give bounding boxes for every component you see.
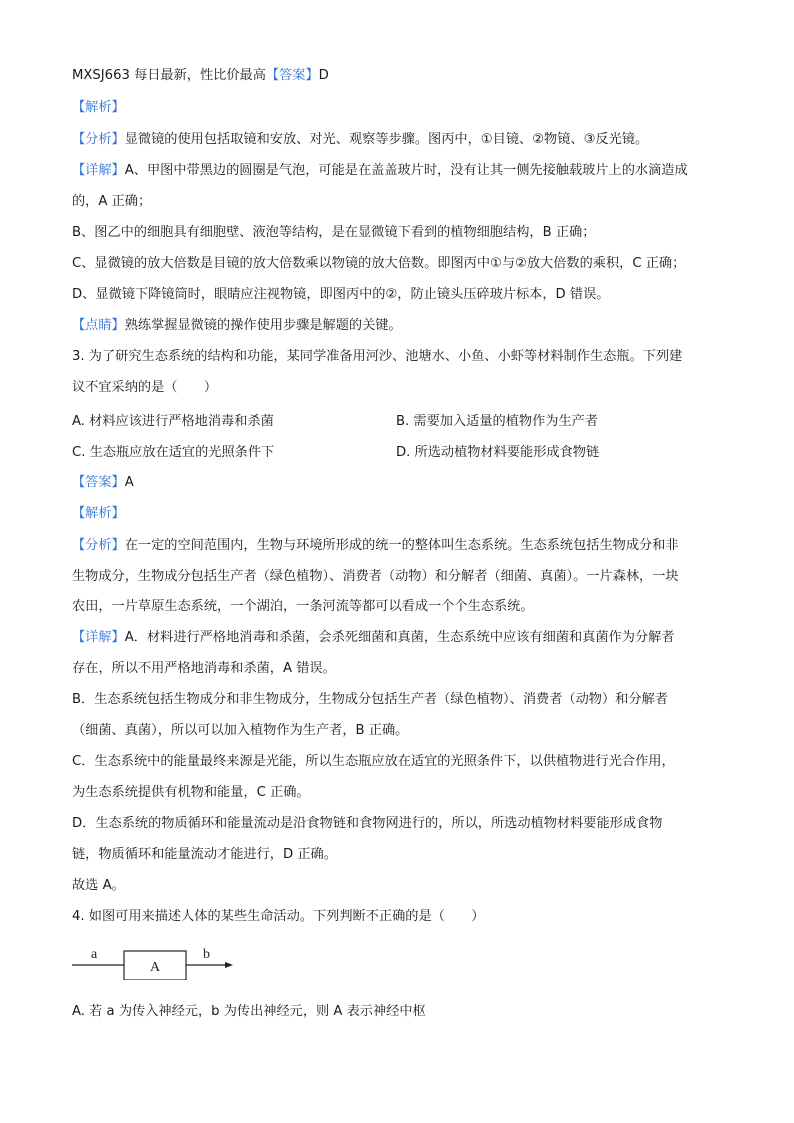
q4-stem: 4. 如图可用来描述人体的某些生命活动。下列判断不正确的是（ ） <box>72 909 485 924</box>
output-label: b <box>203 947 210 962</box>
q3-stem-2: 议不宜采纳的是（ ） <box>72 380 218 395</box>
q3-answer-tag: 【答案】 <box>72 475 125 490</box>
q3-option-b: B. 需要加入适量的植物作为生产者 <box>396 414 599 429</box>
q3-xiangjie-6: 为生态系统提供有机物和能量，C 正确。 <box>72 785 310 800</box>
q3-xiangjie-8: 链，物质循环和能量流动才能进行，D 正确。 <box>72 847 337 862</box>
q2-xiangjie-5: D、显微镜下降镜筒时，眼睛应注视物镜，即图丙中的②，防止镜头压碎玻片标本，D 错误。 <box>72 287 610 302</box>
input-label: a <box>91 947 98 962</box>
q3-xiangjie-3: B．生态系统包括生物成分和非生物成分，生物成分包括生产者（绿色植物）、消费者（动物）和分解者 <box>72 692 668 707</box>
q2-dianjing <box>72 316 402 336</box>
header-prefix: MXSJ663 每日最新，性比价最高 <box>72 68 266 83</box>
q3-analysis-tag: 【解析】 <box>72 506 125 521</box>
q3-xiangjie-text: A．材料进行严格地消毒和杀菌，会杀死细菌和真菌，生态系统中应该有细菌和真菌作为分解者 <box>124 630 675 645</box>
q3-option-d: D. 所选动植物材料要能形成食物链 <box>396 445 600 460</box>
q3-xiangjie-4: （细菌、真菌），所以可以加入植物作为生产者，B 正确。 <box>72 723 409 738</box>
q3-fenxi-1 <box>72 536 679 556</box>
q2-analysis-tag: 【解析】 <box>72 100 125 115</box>
output-arrowhead <box>225 962 233 968</box>
header-line <box>72 66 329 86</box>
q2-fenxi <box>72 130 648 150</box>
q3-xiangjie-7: D．生态系统的物质循环和能量流动是沿食物链和食物网进行的，所以，所选动植物材料要能形成食物 <box>72 816 663 831</box>
q3-fenxi-2: 生物成分，生物成分包括生产者（绿色植物）、消费者（动物）和分解者（细菌、真菌）。一片森林，一块 <box>72 569 679 584</box>
dianjing-text: 熟练掌握显微镜的操作使用步骤是解题的关键。 <box>124 318 402 333</box>
q4-diagram <box>72 940 242 980</box>
q2-xiangjie-1 <box>72 161 688 181</box>
answer-value: D <box>318 68 329 83</box>
q3-fenxi-tag: 【分析】 <box>72 538 125 553</box>
q3-stem-1: 3. 为了研究生态系统的结构和功能，某同学准备用河沙、池塘水、小鱼、小虾等材料制作生态瓶。下列建 <box>72 349 683 364</box>
q4-option-a: A. 若 a 为传入神经元，b 为传出神经元，则 A 表示神经中枢 <box>72 1004 426 1019</box>
q3-fenxi-3: 农田，一片草原生态系统，一个湖泊，一条河流等都可以看成一个个生态系统。 <box>72 599 534 614</box>
q3-xiangjie-1 <box>72 628 674 648</box>
xiangjie-text: A、甲图中带黑边的圆圈是气泡，可能是在盖盖玻片时，没有让其一侧先接触载玻片上的水滴造成 <box>124 163 688 178</box>
q2-xiangjie-3: B、图乙中的细胞具有细胞壁、液泡等结构，是在显微镜下看到的植物细胞结构，B 正确； <box>72 225 596 240</box>
q3-xiangjie-5: C．生态系统中的能量最终来源是光能，所以生态瓶应放在适宜的光照条件下，以供植物进行光合作用， <box>72 754 675 769</box>
q3-xiangjie-2: 存在，所以不用严格地消毒和杀菌，A 错误。 <box>72 661 336 676</box>
dianjing-tag: 【点睛】 <box>72 318 125 333</box>
q3-option-c: C. 生态瓶应放在适宜的光照条件下 <box>72 445 275 460</box>
q3-conclusion: 故选 A。 <box>72 878 125 893</box>
q3-option-a: A. 材料应该进行严格地消毒和杀菌 <box>72 414 274 429</box>
q3-answer-value: A <box>124 475 134 490</box>
q3-fenxi-text: 在一定的空间范围内，生物与环境所形成的统一的整体叫生态系统。生态系统包括生物成分和非 <box>124 538 679 553</box>
box-label: A <box>150 960 161 975</box>
answer-tag: 【答案】 <box>265 68 319 83</box>
xiangjie-tag: 【详解】 <box>72 163 125 178</box>
q3-answer <box>72 473 134 493</box>
fenxi-text: 显微镜的使用包括取镜和安放、对光、观察等步骤。图丙中，①目镜、②物镜、③反光镜。 <box>124 132 649 147</box>
q2-xiangjie-2: 的，A 正确； <box>72 194 152 209</box>
q2-xiangjie-4: C、显微镜的放大倍数是目镜的放大倍数乘以物镜的放大倍数。即图丙中①与②放大倍数的乘积，C 正确； <box>72 256 686 271</box>
fenxi-tag: 【分析】 <box>72 132 125 147</box>
q3-xiangjie-tag: 【详解】 <box>72 630 125 645</box>
